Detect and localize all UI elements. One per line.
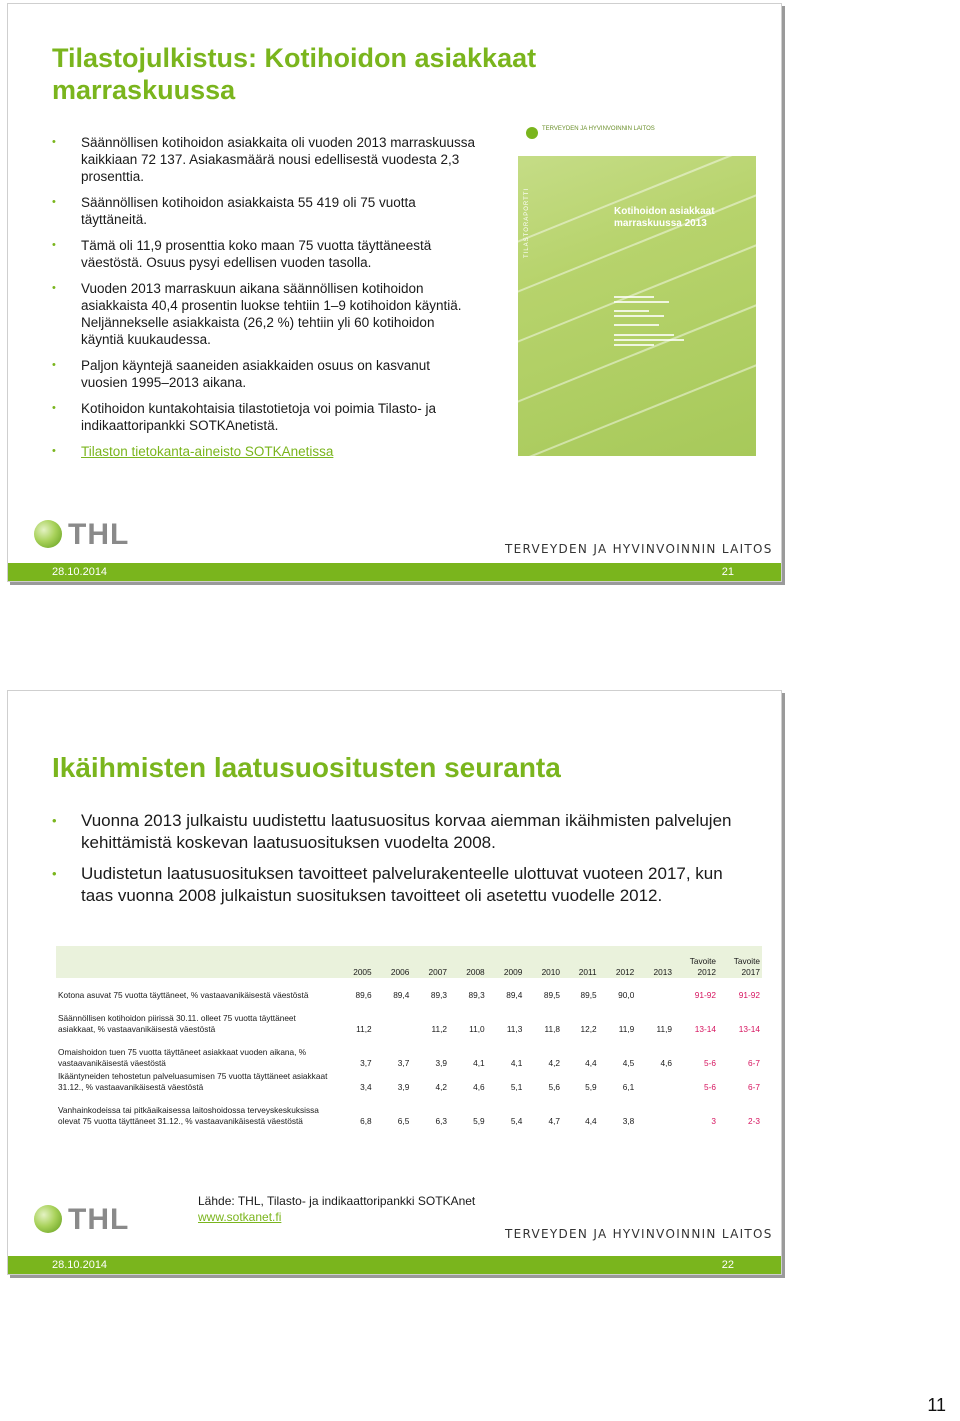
- table-cell: 6,8: [360, 1116, 372, 1126]
- table-header: 2011: [578, 967, 597, 977]
- table-header: 2008: [466, 967, 485, 977]
- table-cell: 89,3: [430, 990, 448, 1000]
- target-cell: 91-92: [738, 990, 760, 1000]
- table-row: [56, 1001, 762, 1035]
- table-cell: 3,4: [360, 1082, 372, 1092]
- slide-date: 28.10.2014: [52, 1259, 108, 1271]
- table-cell: 11,9: [618, 1024, 635, 1034]
- thl-logo-text: THL: [68, 518, 130, 551]
- table-cell: 3,9: [397, 1082, 410, 1092]
- table-cell: 89,4: [506, 990, 523, 1000]
- table-row: [56, 1093, 762, 1127]
- table-cell: 4,1: [473, 1058, 485, 1068]
- table-cell: 6,5: [397, 1116, 410, 1126]
- thl-logo: [34, 518, 144, 554]
- table-header: 2013: [653, 967, 672, 977]
- table-cell: 90,0: [618, 990, 635, 1000]
- bullet-item: • Säännöllisen kotihoidon asiakkaita oli vuoden 2013 marraskuussa kaikkiaan 72 137. Asiakasmäärä nousi edellisestä vuodesta 2,3 prosenttia.: [52, 134, 477, 185]
- bullet-list: [52, 134, 477, 469]
- table-header: 2007: [428, 967, 448, 977]
- source-text: Lähde: THL, Tilasto- ja indikaattoripankki SOTKAnet: [198, 1194, 476, 1208]
- cover-org: TERVEYDEN JA HYVINVOINNIN LAITOS: [542, 126, 655, 132]
- table-cell: [636, 978, 674, 1001]
- cover-spine: TILASTORAPORTTI: [524, 187, 530, 258]
- table-cell: [374, 1001, 412, 1035]
- target-cell: 3: [711, 1116, 716, 1126]
- organization-name: TERVEYDEN JA HYVINVOINNIN LAITOS: [505, 1227, 773, 1241]
- slide-date: 28.10.2014: [52, 566, 108, 578]
- table-cell: 3,8: [622, 1116, 635, 1126]
- table-cell: 3,7: [397, 1058, 410, 1068]
- row-label: Säännöllisen kotihoidon piirissä 30.11. olleet 75 vuotta täyttäneet asiakkaat, % vastaavanikäisestä väestöstä: [58, 1013, 296, 1034]
- bullet-item: • Vuonna 2013 julkaistu uudistettu laatusuositus korvaa aiemman ikäihmisten palvelujen kehittämistä koskevan laatusuosituksen vuodelta 2008.: [52, 810, 752, 854]
- target-cell: 6-7: [748, 1082, 760, 1092]
- thl-logo: [34, 1203, 144, 1239]
- table-cell: 4,6: [660, 1058, 672, 1068]
- table-row: [56, 978, 762, 1001]
- table-cell: [636, 1093, 674, 1127]
- table-cell: 4,2: [548, 1058, 561, 1068]
- cover-streak: [518, 178, 756, 300]
- target-cell: 5-6: [704, 1058, 716, 1068]
- table-cell: 11,2: [431, 1024, 448, 1034]
- table-cell: [636, 1069, 674, 1093]
- target-cell: 5-6: [704, 1082, 716, 1092]
- slide-21: [7, 3, 782, 582]
- table-header: 2012: [615, 967, 635, 977]
- table-header: 2010: [541, 967, 561, 977]
- page-number: 11: [927, 1395, 946, 1415]
- bullet-item: • Tämä oli 11,9 prosenttia koko maan 75 vuotta täyttäneestä väestöstä. Osuus pysyi edellisen vuoden tasolla.: [52, 237, 477, 271]
- table-cell: 89,3: [468, 990, 485, 1000]
- table-cell: 4,7: [548, 1116, 561, 1126]
- table-cell: 5,6: [548, 1082, 561, 1092]
- table-cell: 89,4: [393, 990, 410, 1000]
- table-cell: 89,5: [580, 990, 597, 1000]
- table-header: 2006: [390, 967, 410, 977]
- cover-streak: [518, 348, 756, 456]
- table-cell: 5,9: [585, 1082, 597, 1092]
- table-cell: 89,6: [355, 990, 372, 1000]
- cover-title: Kotihoidon asiakkaat marraskuussa 2013: [614, 206, 715, 229]
- thl-logo-text: THL: [68, 1203, 130, 1236]
- table-cell: 11,8: [544, 1024, 561, 1034]
- table-row: [56, 1035, 762, 1069]
- slide-22: [7, 690, 782, 1275]
- sotkanet-link[interactable]: • Tilaston tietokanta-aineisto SOTKAnetissa: [52, 443, 477, 460]
- source-note: [198, 1193, 475, 1225]
- table-cell: 5,1: [510, 1082, 523, 1092]
- bullet-item: • Paljon käyntejä saaneiden asiakkaiden osuus on kasvanut vuosien 1995–2013 aikana.: [52, 357, 477, 391]
- target-cell: 13-14: [738, 1024, 760, 1034]
- table-header-row: [56, 946, 762, 978]
- bullet-list: [52, 810, 752, 916]
- table-cell: 6,1: [622, 1082, 635, 1092]
- report-cover-image: [518, 118, 756, 456]
- thl-mini-logo-icon: [526, 127, 538, 139]
- slide-title: Tilastojulkistus: Kotihoidon asiakkaat marraskuussa: [52, 43, 537, 105]
- slide-number: 21: [721, 566, 734, 578]
- row-label: Vanhainkodeissa tai pitkäaikaisessa laitoshoidossa terveyskeskuksissa olevat 75 vuotta täyttäneet 31.12., % vastaavanikäisestä väestöstä: [58, 1105, 319, 1126]
- table-row: [56, 1069, 762, 1093]
- table-cell: 4,5: [622, 1058, 635, 1068]
- bullet-item: • Säännöllisen kotihoidon asiakkaista 55 419 oli 75 vuotta täyttäneitä.: [52, 194, 477, 228]
- table-header: 2009: [503, 967, 523, 977]
- table-cell: 4,6: [473, 1082, 485, 1092]
- cover-info: [614, 296, 744, 359]
- table-cell: 4,2: [435, 1082, 448, 1092]
- table-header: 2005: [353, 967, 372, 977]
- table-header: Tavoite 2012: [689, 956, 716, 977]
- row-label: Ikääntyneiden tehostetun palveluasumisen 75 vuotta täyttäneet asiakkaat 31.12., % vastaavanikäisestä väestöstä: [58, 1071, 328, 1092]
- table-cell: 3,7: [360, 1058, 372, 1068]
- thl-drop-icon: [34, 520, 62, 548]
- table-cell: 5,4: [510, 1116, 523, 1126]
- table-cell: 5,9: [473, 1116, 485, 1126]
- target-cell: 2-3: [748, 1116, 760, 1126]
- cover-info-lines: [614, 296, 704, 356]
- table-cell: 12,2: [580, 1024, 597, 1034]
- table-cell: 4,1: [510, 1058, 523, 1068]
- slide-footer: [8, 1256, 781, 1274]
- thl-drop-icon: [34, 1205, 62, 1233]
- cover-header: [518, 118, 756, 156]
- target-cell: 6-7: [748, 1058, 760, 1068]
- slide-title: Ikäihmisten laatusuositusten seuranta: [52, 752, 561, 783]
- table-cell: 4,4: [585, 1058, 597, 1068]
- bullet-item: • Kotihoidon kuntakohtaisia tilastotietoja voi poimia Tilasto- ja indikaattoripankki SOTKAnetistä.: [52, 400, 477, 434]
- table-cell: 11,2: [356, 1024, 372, 1034]
- table-cell: 3,9: [435, 1058, 448, 1068]
- table-header-blank: [56, 946, 336, 978]
- sotkanet-url-link[interactable]: www.sotkanet.fi: [198, 1210, 282, 1224]
- bullet-item: • Uudistetun laatusuosituksen tavoitteet palvelurakenteelle ulottuvat vuoteen 2017, kun taas vuonna 2008 julkaistun suosituksen tavoitteet oli asetettu vuodelle 2012.: [52, 863, 752, 907]
- organization-name: TERVEYDEN JA HYVINVOINNIN LAITOS: [505, 542, 773, 556]
- slide-number: 22: [721, 1259, 734, 1271]
- table-cell: 89,5: [543, 990, 561, 1000]
- table-cell: 11,3: [506, 1024, 523, 1034]
- table-cell: 4,4: [585, 1116, 597, 1126]
- table-cell: 11,0: [469, 1024, 485, 1034]
- row-label: Omaishoidon tuen 75 vuotta täyttäneet asiakkaat vuoden aikana, % vastaavanikäisestä väestöstä: [58, 1047, 307, 1068]
- target-cell: 13-14: [694, 1024, 716, 1034]
- slide-footer: [8, 563, 781, 581]
- table-cell: 11,9: [656, 1024, 672, 1034]
- row-label: Kotona asuvat 75 vuotta täyttäneet, % vastaavanikäisestä väestöstä: [58, 990, 309, 1000]
- table-header: Tavoite 2017: [733, 956, 760, 977]
- bullet-item: • Vuoden 2013 marraskuun aikana säännöllisen kotihoidon asiakkaista 40,4 prosentin luokse tehtiin 1–9 kotihoidon käyntiä. Neljännekselle asiakkaista (26,2 %) tehtiin yli 60 kotihoidon käyntiä kuukaudessa.: [52, 280, 477, 348]
- target-cell: 91-92: [694, 990, 716, 1000]
- quality-indicator-table: [56, 946, 762, 1127]
- table-cell: 6,3: [435, 1116, 448, 1126]
